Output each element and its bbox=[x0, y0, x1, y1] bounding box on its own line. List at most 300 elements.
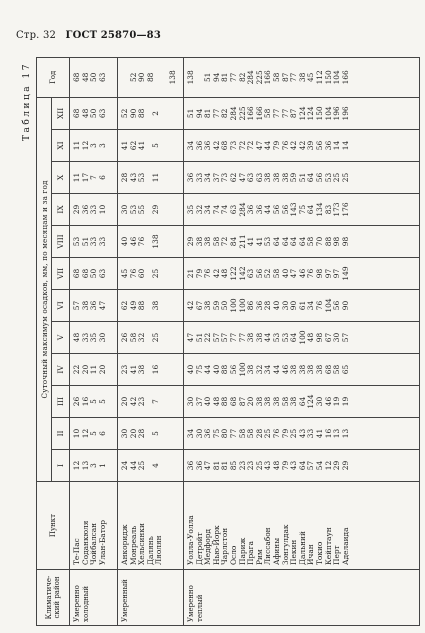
value-cell: 2 bbox=[150, 111, 160, 116]
value-cell: 88 bbox=[220, 364, 230, 375]
value-cell: 63 bbox=[254, 172, 264, 183]
value-cell: 1 bbox=[97, 463, 107, 468]
value-cell: 47 bbox=[237, 172, 247, 183]
value-cell: 26 bbox=[72, 396, 81, 407]
point-name: Зонгулдак bbox=[280, 524, 290, 565]
value-cell: 34 bbox=[203, 204, 213, 215]
value-cell: 47 bbox=[97, 300, 107, 311]
point-name: Детройт bbox=[194, 532, 204, 565]
value-cell: 30 bbox=[314, 396, 324, 407]
value-cell: 34 bbox=[263, 364, 273, 375]
value-cell: 62 bbox=[120, 300, 129, 311]
value-cell: 34 bbox=[306, 300, 316, 311]
value-cell: 38 bbox=[203, 236, 213, 247]
point-name: Прага bbox=[246, 541, 256, 565]
value-cell: 75 bbox=[297, 204, 307, 215]
value-cell: 90 bbox=[128, 108, 138, 119]
year-values bbox=[70, 57, 118, 97]
value-cell: 64 bbox=[306, 172, 316, 183]
value-cell: 46 bbox=[128, 236, 138, 247]
value-cell: 11 bbox=[150, 172, 160, 183]
year-value: 63 bbox=[97, 72, 107, 83]
value-cell: 63 bbox=[246, 268, 256, 279]
value-cell: 20 bbox=[246, 396, 256, 407]
month-values bbox=[70, 130, 118, 162]
month-values bbox=[70, 450, 118, 482]
value-cell: 45 bbox=[120, 268, 129, 279]
value-cell: 42 bbox=[186, 300, 195, 311]
value-cell: 53 bbox=[137, 172, 147, 183]
value-cell: 25 bbox=[150, 332, 160, 343]
value-cell: 97 bbox=[323, 268, 333, 279]
year-value: 82 bbox=[237, 72, 247, 83]
value-cell: 38 bbox=[271, 396, 281, 407]
value-cell: 57 bbox=[306, 460, 316, 471]
point-name: Уолла-Уолла bbox=[186, 515, 195, 565]
value-cell: 38 bbox=[289, 364, 299, 375]
value-cell: 47 bbox=[254, 140, 264, 151]
value-cell: 58 bbox=[237, 428, 247, 439]
value-cell: 38 bbox=[254, 332, 264, 343]
header-month: I bbox=[52, 450, 70, 482]
value-cell: 100 bbox=[228, 298, 238, 313]
value-cell: 44 bbox=[263, 332, 273, 343]
month-values bbox=[184, 322, 420, 354]
value-cell: 20 bbox=[128, 428, 138, 439]
value-cell: 36 bbox=[194, 140, 204, 151]
month-values bbox=[118, 322, 184, 354]
value-cell: 173 bbox=[332, 202, 342, 217]
value-cell: 53 bbox=[263, 236, 273, 247]
value-cell: 32 bbox=[137, 332, 147, 343]
value-cell: 43 bbox=[128, 172, 138, 183]
value-cell: 90 bbox=[289, 300, 299, 311]
value-cell: 77 bbox=[211, 108, 221, 119]
value-cell: 16 bbox=[150, 364, 160, 375]
year-value: 50 bbox=[89, 72, 99, 83]
value-cell: 76 bbox=[203, 268, 213, 279]
point-name: Медфорд bbox=[203, 528, 213, 565]
year-value: 45 bbox=[306, 72, 316, 83]
climate-region: Умеренно теплый bbox=[184, 570, 420, 626]
value-cell: 68 bbox=[72, 108, 81, 119]
month-values bbox=[184, 162, 420, 194]
value-cell: 5 bbox=[150, 143, 160, 148]
value-cell: 38 bbox=[150, 300, 160, 311]
value-cell: 79 bbox=[280, 428, 290, 439]
value-cell: 51 bbox=[194, 332, 204, 343]
value-cell: 13 bbox=[332, 428, 342, 439]
point-name: Перт bbox=[332, 545, 342, 565]
value-cell: 59 bbox=[211, 300, 221, 311]
month-values bbox=[118, 130, 184, 162]
value-cell: 138 bbox=[150, 234, 160, 249]
value-cell: 35 bbox=[186, 204, 195, 215]
point-name: Париж bbox=[237, 537, 247, 565]
value-cell: 38 bbox=[194, 236, 204, 247]
value-cell: 42 bbox=[211, 268, 221, 279]
value-cell: 75 bbox=[211, 428, 221, 439]
value-cell: 5 bbox=[97, 399, 107, 404]
value-cell: 58 bbox=[332, 364, 342, 375]
value-cell: 3 bbox=[97, 143, 107, 148]
value-cell: 33 bbox=[306, 428, 316, 439]
value-cell: 79 bbox=[271, 140, 281, 151]
value-cell: 68 bbox=[72, 268, 81, 279]
value-cell: 38 bbox=[280, 172, 290, 183]
value-cell: 23 bbox=[246, 460, 256, 471]
month-values bbox=[118, 418, 184, 450]
value-cell: 44 bbox=[271, 364, 281, 375]
value-cell: 41 bbox=[137, 140, 147, 151]
value-cell: 36 bbox=[203, 140, 213, 151]
point-name: Кейптаун bbox=[323, 527, 333, 565]
year-value: 225 bbox=[254, 70, 264, 85]
value-cell: 3 bbox=[89, 463, 99, 468]
header-month: XI bbox=[52, 130, 70, 162]
value-cell: 63 bbox=[97, 108, 107, 119]
value-cell: 46 bbox=[297, 268, 307, 279]
value-cell: 16 bbox=[80, 396, 90, 407]
year-value: 104 bbox=[332, 70, 342, 85]
month-values bbox=[184, 258, 420, 290]
year-value: 87 bbox=[280, 72, 290, 83]
value-cell: 72 bbox=[246, 140, 256, 151]
value-cell: 51 bbox=[80, 236, 90, 247]
value-cell: 40 bbox=[211, 364, 221, 375]
value-cell: 33 bbox=[80, 332, 90, 343]
year-value: 94 bbox=[211, 72, 221, 83]
value-cell: 81 bbox=[211, 460, 221, 471]
point-name: Чойбалсан bbox=[89, 522, 99, 565]
value-cell: 53 bbox=[128, 204, 138, 215]
value-cell: 19 bbox=[332, 396, 342, 407]
value-cell: 64 bbox=[297, 396, 307, 407]
value-cell: 49 bbox=[128, 300, 138, 311]
year-value: 81 bbox=[220, 72, 230, 83]
value-cell: 57 bbox=[340, 332, 350, 343]
value-cell: 20 bbox=[120, 396, 129, 407]
value-cell: 64 bbox=[271, 236, 281, 247]
value-cell: 124 bbox=[306, 394, 316, 409]
value-cell: 72 bbox=[237, 140, 247, 151]
header-month: X bbox=[52, 162, 70, 194]
month-values bbox=[118, 162, 184, 194]
value-cell: 13 bbox=[80, 460, 90, 471]
value-cell: 67 bbox=[323, 332, 333, 343]
value-cell: 225 bbox=[237, 106, 247, 121]
header-month: II bbox=[52, 418, 70, 450]
header-year: Год bbox=[37, 57, 70, 97]
value-cell: 77 bbox=[228, 332, 238, 343]
point-name: Афины bbox=[271, 537, 281, 565]
value-cell: 81 bbox=[220, 460, 230, 471]
value-cell: 79 bbox=[194, 268, 204, 279]
month-values bbox=[70, 226, 118, 258]
value-cell: 17 bbox=[80, 172, 90, 183]
value-cell: 23 bbox=[237, 460, 247, 471]
value-cell: 30 bbox=[186, 396, 195, 407]
value-cell: 36 bbox=[323, 140, 333, 151]
value-cell: 57 bbox=[220, 332, 230, 343]
value-cell: 13 bbox=[340, 428, 350, 439]
month-values bbox=[184, 290, 420, 322]
value-cell: 59 bbox=[289, 172, 299, 183]
value-cell: 25 bbox=[289, 428, 299, 439]
value-cell: 23 bbox=[120, 364, 129, 375]
climate-group-row bbox=[118, 57, 184, 625]
value-cell: 62 bbox=[228, 172, 238, 183]
value-cell: 50 bbox=[220, 300, 230, 311]
value-cell: 36 bbox=[254, 300, 264, 311]
point-name: Рим bbox=[254, 549, 264, 565]
month-values bbox=[70, 290, 118, 322]
value-cell: 22 bbox=[203, 332, 213, 343]
value-cell: 41 bbox=[246, 236, 256, 247]
point-list bbox=[70, 482, 118, 570]
value-cell: 76 bbox=[280, 140, 290, 151]
value-cell: 124 bbox=[306, 106, 316, 121]
year-value: 77 bbox=[289, 72, 299, 83]
value-cell: 77 bbox=[271, 108, 281, 119]
month-values bbox=[70, 418, 118, 450]
climate-group-row bbox=[184, 57, 420, 625]
value-cell: 41 bbox=[254, 236, 264, 247]
value-cell: 73 bbox=[220, 172, 230, 183]
value-cell: 29 bbox=[72, 204, 81, 215]
value-cell: 29 bbox=[332, 460, 342, 471]
value-cell: 38 bbox=[137, 364, 147, 375]
value-cell: 76 bbox=[137, 236, 147, 247]
year-value: 38 bbox=[297, 72, 307, 83]
value-cell: 11 bbox=[72, 172, 81, 183]
month-values bbox=[70, 386, 118, 418]
value-cell: 12 bbox=[72, 460, 81, 471]
value-cell: 52 bbox=[263, 268, 273, 279]
value-cell: 40 bbox=[271, 300, 281, 311]
value-cell: 40 bbox=[203, 396, 213, 407]
value-cell: 98 bbox=[332, 236, 342, 247]
value-cell: 38 bbox=[254, 396, 264, 407]
value-cell: 40 bbox=[186, 364, 195, 375]
month-values bbox=[118, 386, 184, 418]
point-name: Улан-Батор bbox=[97, 520, 107, 565]
month-values bbox=[118, 258, 184, 290]
value-cell: 73 bbox=[228, 140, 238, 151]
value-cell: 4 bbox=[150, 463, 160, 468]
value-cell: 20 bbox=[97, 364, 107, 375]
value-cell: 30 bbox=[194, 428, 204, 439]
value-cell: 34 bbox=[186, 428, 195, 439]
value-cell: 30 bbox=[120, 428, 129, 439]
value-cell: 36 bbox=[186, 172, 195, 183]
value-cell: 87 bbox=[289, 108, 299, 119]
value-cell: 42 bbox=[297, 140, 307, 151]
month-values bbox=[184, 194, 420, 226]
value-cell: 23 bbox=[137, 396, 147, 407]
value-cell: 98 bbox=[314, 268, 324, 279]
month-values bbox=[184, 130, 420, 162]
value-cell: 47 bbox=[203, 460, 213, 471]
month-values bbox=[70, 194, 118, 226]
standard-number: 25870—83 bbox=[100, 30, 161, 41]
value-cell: 32 bbox=[194, 204, 204, 215]
value-cell: 39 bbox=[306, 140, 316, 151]
value-cell: 211 bbox=[237, 234, 247, 249]
value-cell: 41 bbox=[314, 428, 324, 439]
point-list bbox=[118, 482, 184, 570]
value-cell: 75 bbox=[194, 364, 204, 375]
year-value: 284 bbox=[246, 70, 256, 85]
month-values bbox=[184, 226, 420, 258]
value-cell: 42 bbox=[128, 396, 138, 407]
value-cell: 56 bbox=[314, 172, 324, 183]
value-cell: 36 bbox=[89, 300, 99, 311]
point-name: Анкоридж bbox=[120, 524, 129, 565]
year-value: 112 bbox=[314, 70, 324, 85]
value-cell: 46 bbox=[280, 364, 290, 375]
value-cell: 88 bbox=[323, 236, 333, 247]
year-value bbox=[155, 58, 164, 97]
value-cell: 79 bbox=[280, 460, 290, 471]
value-cell: 54 bbox=[314, 460, 324, 471]
value-cell: 40 bbox=[280, 268, 290, 279]
value-cell: 38 bbox=[297, 364, 307, 375]
value-cell: 77 bbox=[237, 332, 247, 343]
value-cell: 44 bbox=[203, 364, 213, 375]
header-month: IX bbox=[52, 194, 70, 226]
value-cell: 98 bbox=[340, 236, 350, 247]
value-cell: 134 bbox=[314, 202, 324, 217]
value-cell: 12 bbox=[80, 428, 90, 439]
value-cell: 7 bbox=[150, 399, 160, 404]
value-cell: 74 bbox=[211, 204, 221, 215]
value-cell: 30 bbox=[332, 332, 342, 343]
climate-region: Умеренно холодный bbox=[70, 570, 118, 626]
value-cell: 58 bbox=[280, 396, 290, 407]
value-cell: 19 bbox=[340, 396, 350, 407]
rotated-table-block bbox=[22, 58, 412, 626]
value-cell: 63 bbox=[97, 268, 107, 279]
precipitation-table bbox=[36, 57, 420, 626]
value-cell: 64 bbox=[306, 204, 316, 215]
value-cell: 63 bbox=[246, 172, 256, 183]
value-cell: 47 bbox=[186, 332, 195, 343]
value-cell: 47 bbox=[289, 268, 299, 279]
point-name: Дальний bbox=[297, 531, 307, 565]
value-cell: 30 bbox=[280, 300, 290, 311]
value-cell: 22 bbox=[72, 364, 81, 375]
value-cell: 44 bbox=[128, 460, 138, 471]
value-cell: 53 bbox=[271, 332, 281, 343]
value-cell: 5 bbox=[89, 399, 99, 404]
value-cell: 176 bbox=[340, 202, 350, 217]
point-name: Осло bbox=[228, 545, 238, 565]
value-cell: 10 bbox=[72, 428, 81, 439]
month-values bbox=[184, 97, 420, 129]
value-cell: 58 bbox=[246, 428, 256, 439]
value-cell: 64 bbox=[280, 236, 290, 247]
year-value: 48 bbox=[80, 72, 90, 83]
value-cell: 65 bbox=[340, 364, 350, 375]
value-cell: 46 bbox=[323, 396, 333, 407]
value-cell: 38 bbox=[80, 300, 90, 311]
value-cell: 53 bbox=[323, 172, 333, 183]
month-values bbox=[184, 354, 420, 386]
value-cell: 81 bbox=[203, 108, 213, 119]
value-cell: 26 bbox=[120, 332, 129, 343]
value-cell: 58 bbox=[306, 236, 316, 247]
value-cell: 67 bbox=[194, 300, 204, 311]
value-cell: 58 bbox=[263, 108, 273, 119]
value-cell: 48 bbox=[72, 332, 81, 343]
value-cell: 38 bbox=[271, 172, 281, 183]
value-cell: 36 bbox=[246, 204, 256, 215]
value-cell: 76 bbox=[314, 300, 324, 311]
value-cell: 7 bbox=[89, 175, 99, 180]
year-value: 77 bbox=[228, 72, 238, 83]
year-value: 150 bbox=[323, 70, 333, 85]
point-name: Пекин bbox=[289, 539, 299, 565]
value-cell: 36 bbox=[203, 428, 213, 439]
header-climate: Климатиче-ский район bbox=[37, 570, 70, 626]
value-cell: 68 bbox=[323, 364, 333, 375]
value-cell: 43 bbox=[289, 460, 299, 471]
value-cell: 33 bbox=[194, 172, 204, 183]
value-cell: 51 bbox=[186, 108, 195, 119]
header-month: IV bbox=[52, 354, 70, 386]
value-cell: 51 bbox=[297, 172, 307, 183]
value-cell: 40 bbox=[120, 236, 129, 247]
value-cell: 38 bbox=[306, 364, 316, 375]
value-cell: 38 bbox=[246, 364, 256, 375]
value-cell: 25 bbox=[332, 172, 342, 183]
value-cell: 62 bbox=[128, 140, 138, 151]
year-value: 51 bbox=[203, 72, 213, 83]
value-cell: 55 bbox=[137, 204, 147, 215]
year-value: 166 bbox=[340, 70, 350, 85]
value-cell: 82 bbox=[220, 108, 230, 119]
value-cell: 88 bbox=[137, 108, 147, 119]
value-cell: 166 bbox=[246, 106, 256, 121]
value-cell: 88 bbox=[220, 396, 230, 407]
value-cell: 6 bbox=[97, 175, 107, 180]
year-value: 138 bbox=[167, 70, 177, 85]
value-cell: 16 bbox=[323, 428, 333, 439]
value-cell: 32 bbox=[254, 364, 264, 375]
value-cell: 6 bbox=[97, 431, 107, 436]
point-name: Токио bbox=[314, 541, 324, 565]
value-cell: 25 bbox=[150, 268, 160, 279]
value-cell: 43 bbox=[263, 460, 273, 471]
value-cell: 21 bbox=[186, 268, 195, 279]
page-number: Стр. 32 bbox=[16, 30, 57, 41]
value-cell: 77 bbox=[280, 108, 290, 119]
value-cell: 86 bbox=[246, 300, 256, 311]
value-cell: 58 bbox=[211, 236, 221, 247]
value-cell: 64 bbox=[289, 332, 299, 343]
value-cell: 44 bbox=[263, 140, 273, 151]
value-cell: 38 bbox=[289, 396, 299, 407]
value-cell: 97 bbox=[332, 268, 342, 279]
value-cell: 41 bbox=[120, 140, 129, 151]
header-month: VIII bbox=[52, 226, 70, 258]
value-cell: 10 bbox=[97, 204, 107, 215]
value-cell: 48 bbox=[211, 396, 221, 407]
value-cell: 11 bbox=[72, 140, 81, 151]
value-cell: 30 bbox=[120, 204, 129, 215]
value-cell: 20 bbox=[80, 364, 90, 375]
